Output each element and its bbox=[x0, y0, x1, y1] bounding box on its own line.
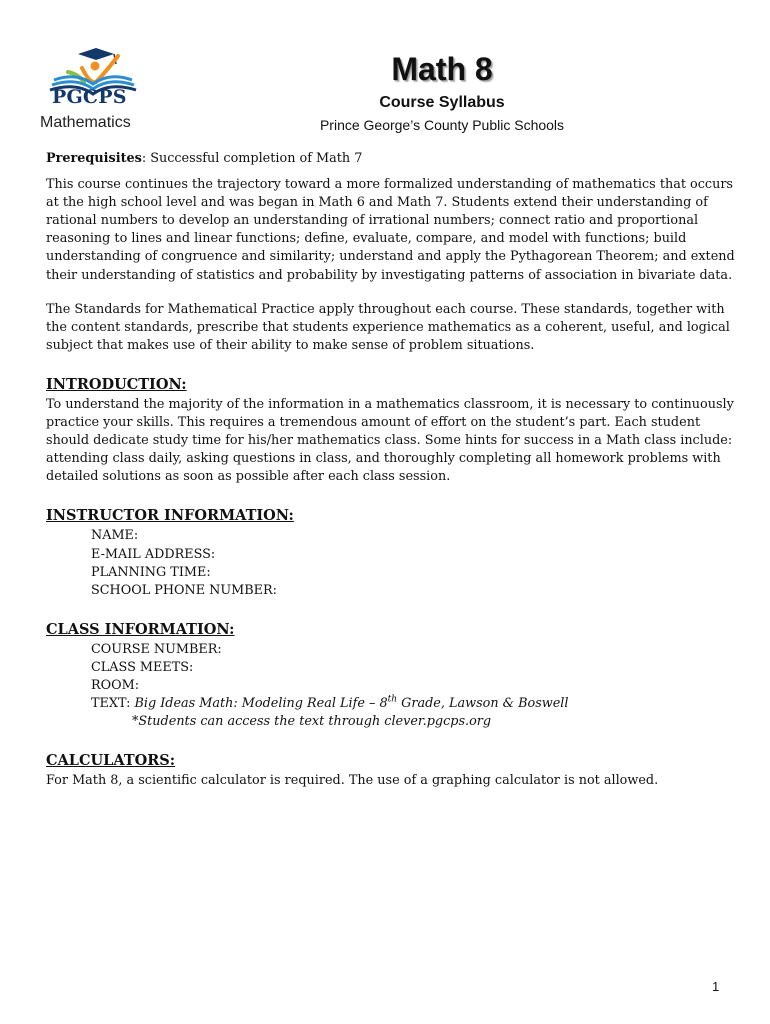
practice-paragraph: The Standards for Mathematical Practice apply throughout each course. These standards, together with the content standards, prescribe that students experience mathematics as a coherent, useful, and logical subject that makes use of their ability to make sense of problem situations. bbox=[46, 301, 730, 353]
instructor-field: E-MAIL ADDRESS: bbox=[91, 546, 216, 562]
class-field: COURSE NUMBER: bbox=[91, 641, 222, 657]
instructor-heading: INSTRUCTOR INFORMATION: bbox=[46, 507, 294, 525]
school-name: Prince George’s County Public Schools bbox=[319, 117, 565, 133]
calculators-text: For Math 8, a scientific calculator is required. The use of a graphing calculator is not allowed. bbox=[46, 773, 659, 789]
page-title: Math 8 bbox=[391, 51, 493, 87]
prerequisites-label: Prerequisites bbox=[46, 151, 142, 166]
instructor-field: SCHOOL PHONE NUMBER: bbox=[91, 582, 277, 598]
logo-wordmark: PGCPS bbox=[52, 86, 127, 108]
overview-paragraph: This course continues the trajectory toward a more formalized understanding of mathematics that occurs at the high school level and was began in Math 6 and Math 7. Students extend their understanding of rational numbers to develop an understanding of irrational numbers; connect ratio and proportional reasoning to lines and linear functions; define, evaluate, compare, and model with functions; build understanding of congruence and similarity; understand and apply the Pythagorean Theorem; and extend their understanding of statistics and probability by investigating patterns of association in bivariate data. bbox=[46, 177, 735, 283]
prerequisites-text: : Successful completion of Math 7 bbox=[141, 151, 363, 166]
class-field: ROOM: bbox=[91, 677, 140, 693]
department-label: Mathematics bbox=[40, 114, 131, 131]
title-block bbox=[290, 50, 594, 133]
instructor-field: PLANNING TIME: bbox=[91, 564, 211, 580]
page-number: 1 bbox=[712, 979, 720, 994]
introduction-text: To understand the majority of the information in a mathematics classroom, it is necessary to continuously practice your skills. This requires a tremendous amount of effort on the student’s part. Each student should dedicate study time for his/her mathematics class. Some hints for success in a Math class include: attending class daily, asking questions in class, and thoroughly completing all homework problems with detailed solutions as soon as possible after each class session. bbox=[46, 396, 734, 485]
textbook-note: *Students can access the text through clever.pgcps.org bbox=[132, 714, 492, 730]
subtitle: Course Syllabus bbox=[379, 94, 505, 111]
textbook-title bbox=[134, 696, 568, 711]
instructor-field: NAME: bbox=[91, 528, 139, 544]
class-info-heading: CLASS INFORMATION: bbox=[46, 620, 235, 638]
textbook-line bbox=[46, 695, 736, 713]
textbook-title-rest: Grade, Lawson & Boswell bbox=[397, 696, 569, 712]
class-field: CLASS MEETS: bbox=[91, 659, 194, 675]
textbook-label: TEXT: bbox=[91, 696, 135, 712]
prerequisites bbox=[46, 150, 736, 168]
calculators-heading: CALCULATORS: bbox=[46, 752, 176, 770]
syllabus-content bbox=[46, 150, 736, 790]
textbook-title-main: Big Ideas Math: Modeling Real Life – 8 bbox=[134, 696, 388, 712]
introduction-heading: INTRODUCTION: bbox=[46, 375, 187, 393]
textbook-title-sup: th bbox=[387, 694, 398, 705]
